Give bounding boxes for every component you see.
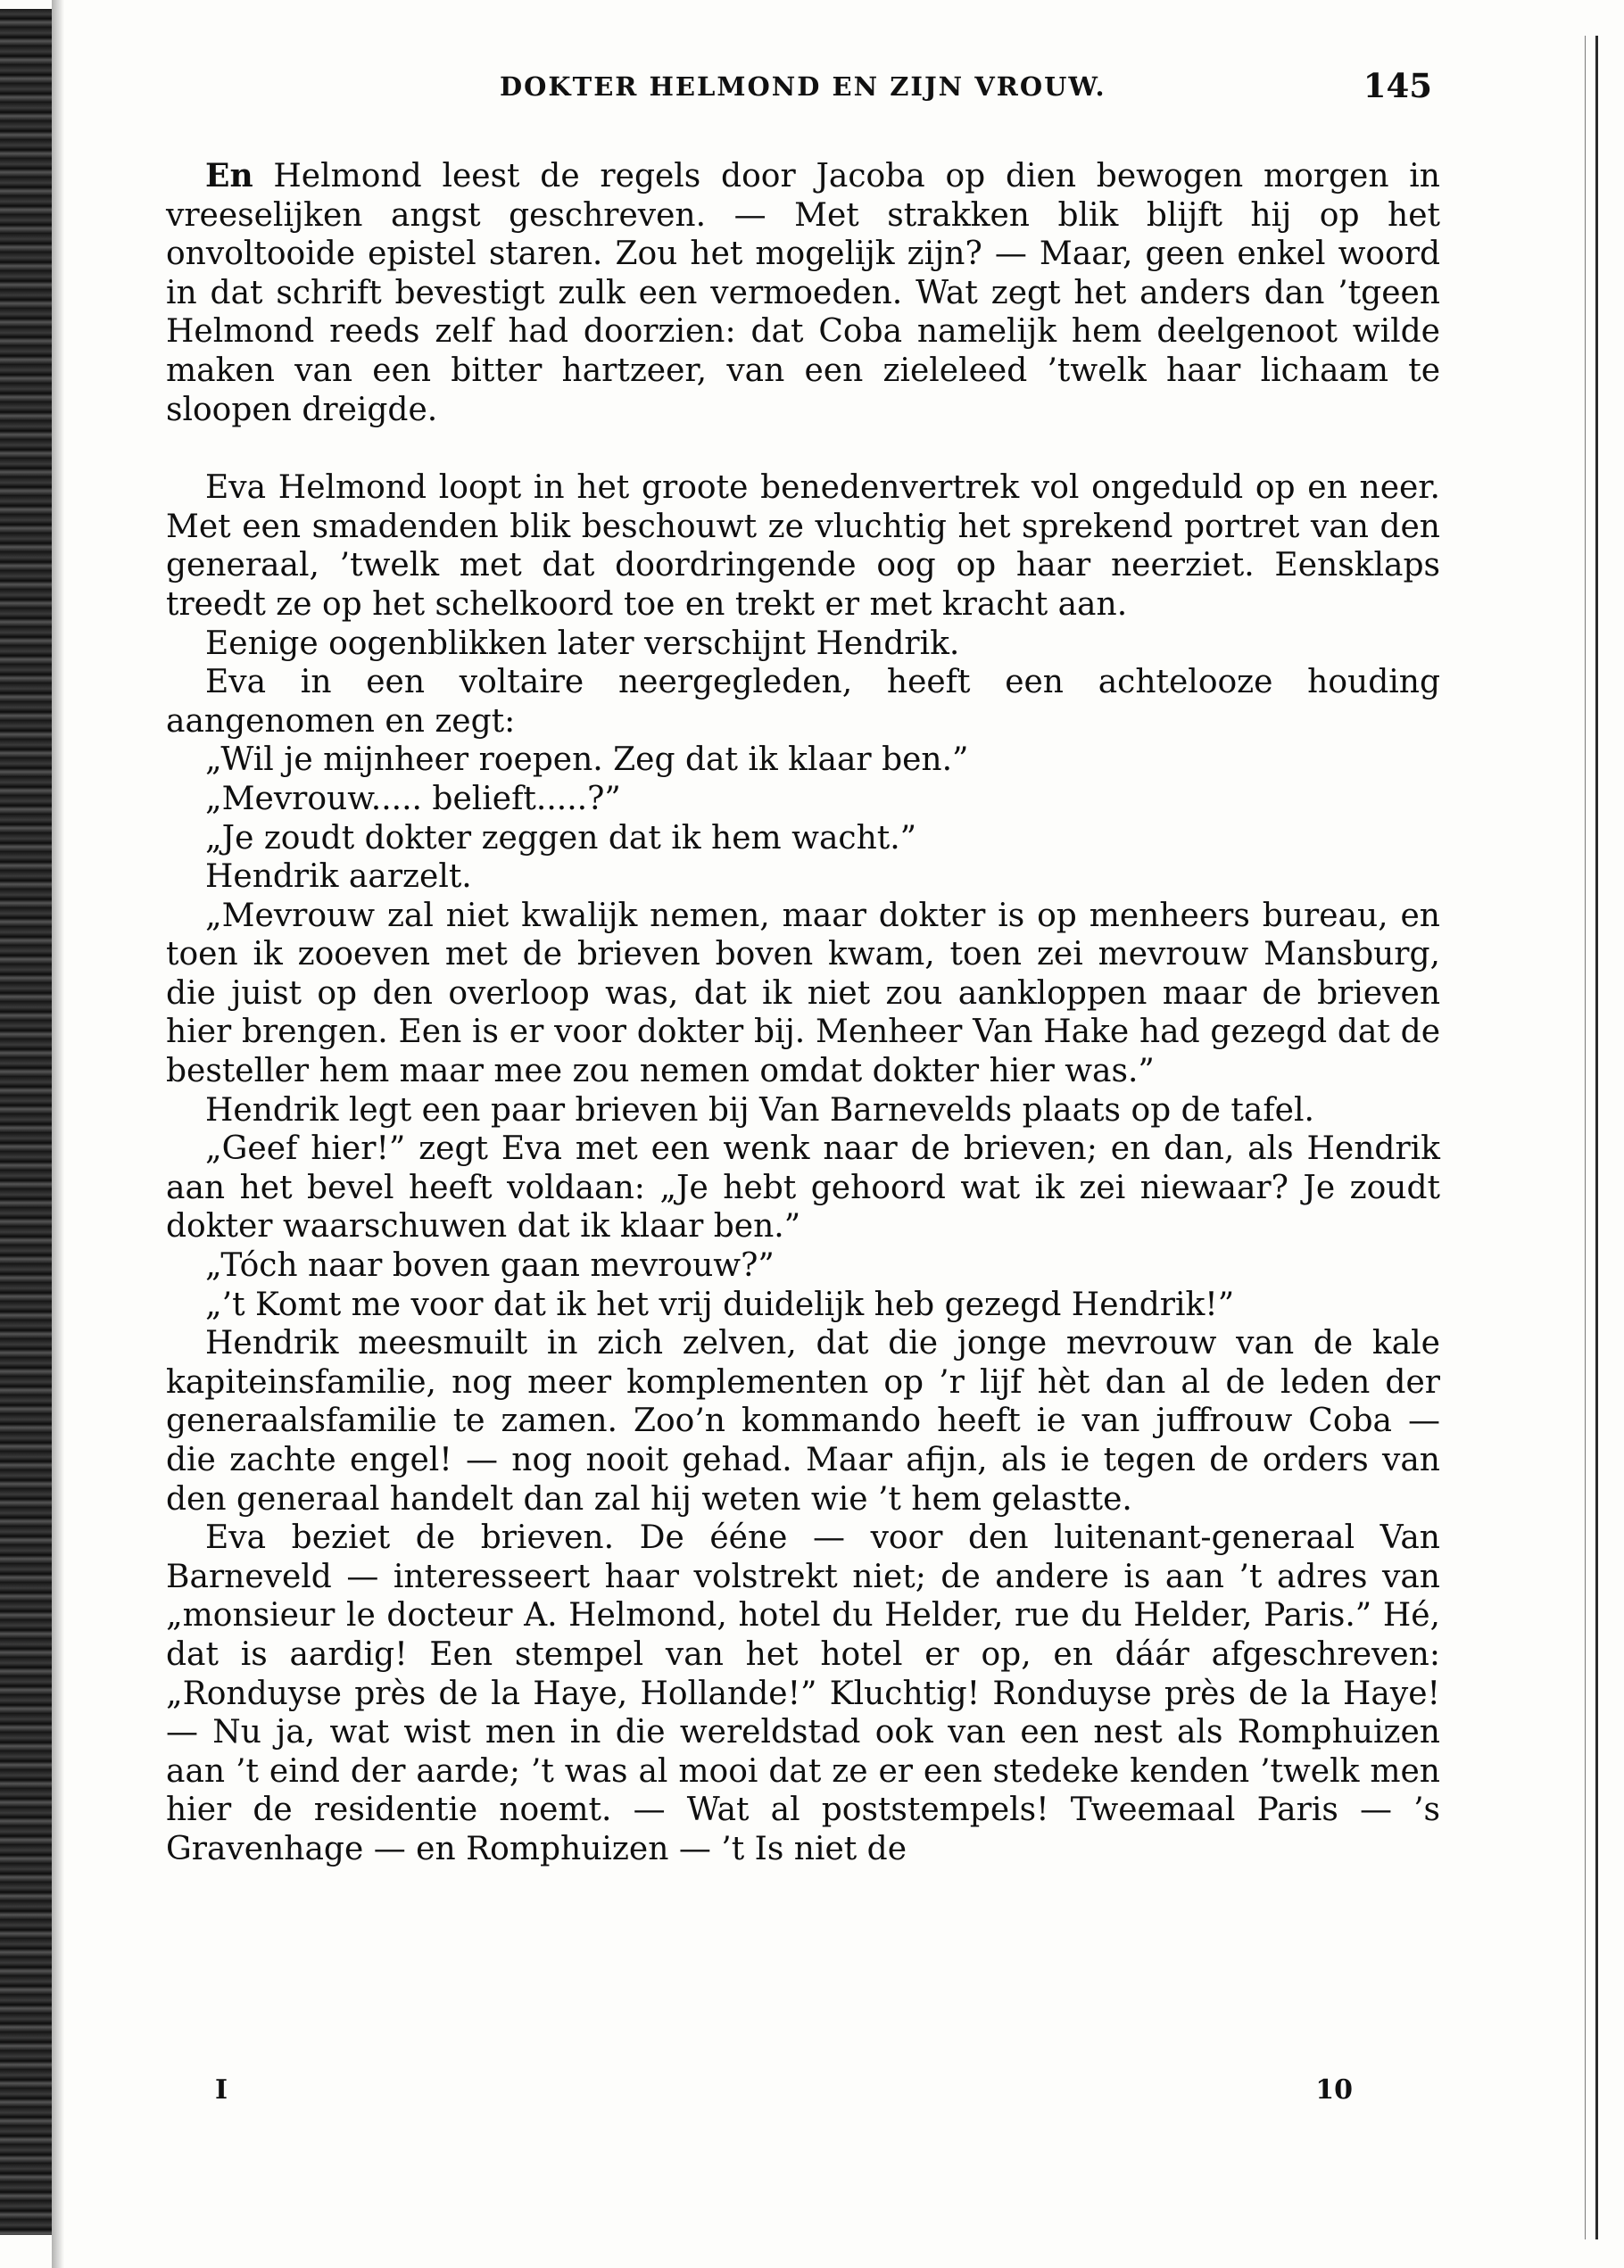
paragraph: Eva beziet de brieven. De ééne — voor den luitenant-generaal Van Barneveld — interesseert haar volstrekt niet; de andere is aan ’t adres van „monsieur le docteur A. Helmond, hotel du Helder, rue du Helder, Paris.” Hé, dat is aardig! Een stempel van het hotel er op, en dáár afgeschreven: „Ronduyse près de la Haye, Hollande!” Kluchtig! Ronduyse près de la Haye! — Nu ja, wat wist men in die wereldstad ook van een nest als Romphuizen aan ’t eind der aarde; ’t was al mooi dat ze er een stedeke kenden ’twelk men hier de residentie noemt. — Wat al poststempels! Tweemaal Paris — ’s Gravenhage — en Romphuizen — ’t Is niet de bbox=[166, 1519, 1440, 1867]
paragraph: „Mevrouw zal niet kwalijk nemen, maar dokter is op menheers bureau, en toen ik zooeven met de brieven boven kwam, toen zei mevrouw Mansburg, die juist op den overloop was, dat ik niet zou aankloppen maar de brieven hier brengen. Een is er voor dokter bij. Menheer Van Hake had gezegd dat de besteller hem maar mee zou nemen omdat dokter hier was.” bbox=[166, 897, 1440, 1090]
paragraph-lead-word: En bbox=[205, 157, 253, 195]
paragraph: Eva in een voltaire neergegleden, heeft een achtelooze houding aangenomen en zegt: bbox=[166, 664, 1440, 740]
signature-number: 10 bbox=[1315, 2074, 1353, 2106]
paragraph: Eenige oogenblikken later verschijnt Hendrik. bbox=[205, 625, 960, 662]
paragraph: „Geef hier!” zegt Eva met een wenk naar de brieven; en dan, als Hendrik aan het bevel heeft voldaan: „Je hebt gehoord wat ik zei niewaar? Je zoudt dokter waarschuwen dat ik klaar ben.” bbox=[166, 1130, 1440, 1246]
paragraph: „Je zoudt dokter zeggen dat ik hem wacht.” bbox=[205, 819, 917, 857]
paragraph: Hendrik aarzelt. bbox=[205, 858, 472, 896]
printer-signature bbox=[166, 2074, 1353, 2110]
sheet-mark: I bbox=[215, 2074, 228, 2106]
paragraph: „Wil je mijnheer roepen. Zeg dat ik klaar ben.” bbox=[205, 741, 969, 779]
paragraph: Hendrik meesmuilt in zich zelven, dat die jonge mevrouw van de kale kapiteinsfamilie, nog meer komplementen op ’r lijf hèt dan al de leden der generaalsfamilie te zamen. Zoo’n kommando heeft ie van juffrouw Coba — die zachte engel! — nog nooit gehad. Maar afijn, als ie tegen de orders van den generaal handelt dan zal hij weten wie ’t hem gelastte. bbox=[166, 1325, 1440, 1518]
paragraph: Eva Helmond loopt in het groote benedenvertrek vol ongeduld op en neer. Met een smadenden blik beschouwt ze vluchtig het sprekend portret van den generaal, ’twelk met dat doordringende oog op haar neerziet. Eensklaps treedt ze op het schelkoord toe en trekt er met kracht aan. bbox=[166, 469, 1440, 623]
paragraph: „Mevrouw..... belieft.....?” bbox=[205, 780, 621, 817]
page-edge-line-inner bbox=[1585, 36, 1586, 2239]
paragraph: „’t Komt me voor dat ik het vrij duidelijk heb gezegd Hendrik!” bbox=[205, 1286, 1235, 1323]
page-header bbox=[500, 62, 1432, 109]
binding-shadow bbox=[52, 0, 64, 2268]
paragraph: „Tóch naar boven gaan mevrouw?” bbox=[205, 1247, 775, 1285]
body-text bbox=[166, 157, 1440, 1869]
paragraph-text: Helmond leest de regels door Jacoba op dien bewogen morgen in vreeselijken angst geschreven. — Met strakken blik blijft hij op het onvoltooide epistel staren. Zou het mogelijk zijn? — Maar, geen enkel woord in dat schrift bevestigt zulk een vermoeden. Wat zegt het anders dan ’tgeen Helmond reeds zelf had doorzien: dat Coba namelijk hem deelgenoot wilde maken van een bitter hartzeer, van een zieleleed ’twelk haar lichaam te sloopen dreigde. bbox=[166, 158, 1440, 428]
paragraph: Hendrik legt een paar brieven bij Van Barnevelds plaats op de tafel. bbox=[205, 1091, 1314, 1129]
paragraph bbox=[166, 157, 1440, 429]
page-edge-line bbox=[1595, 36, 1598, 2239]
page-number: 145 bbox=[1363, 66, 1432, 105]
binding-edge bbox=[0, 9, 52, 2235]
running-head: DOKTER HELMOND EN ZIJN VROUW. bbox=[500, 71, 1106, 102]
